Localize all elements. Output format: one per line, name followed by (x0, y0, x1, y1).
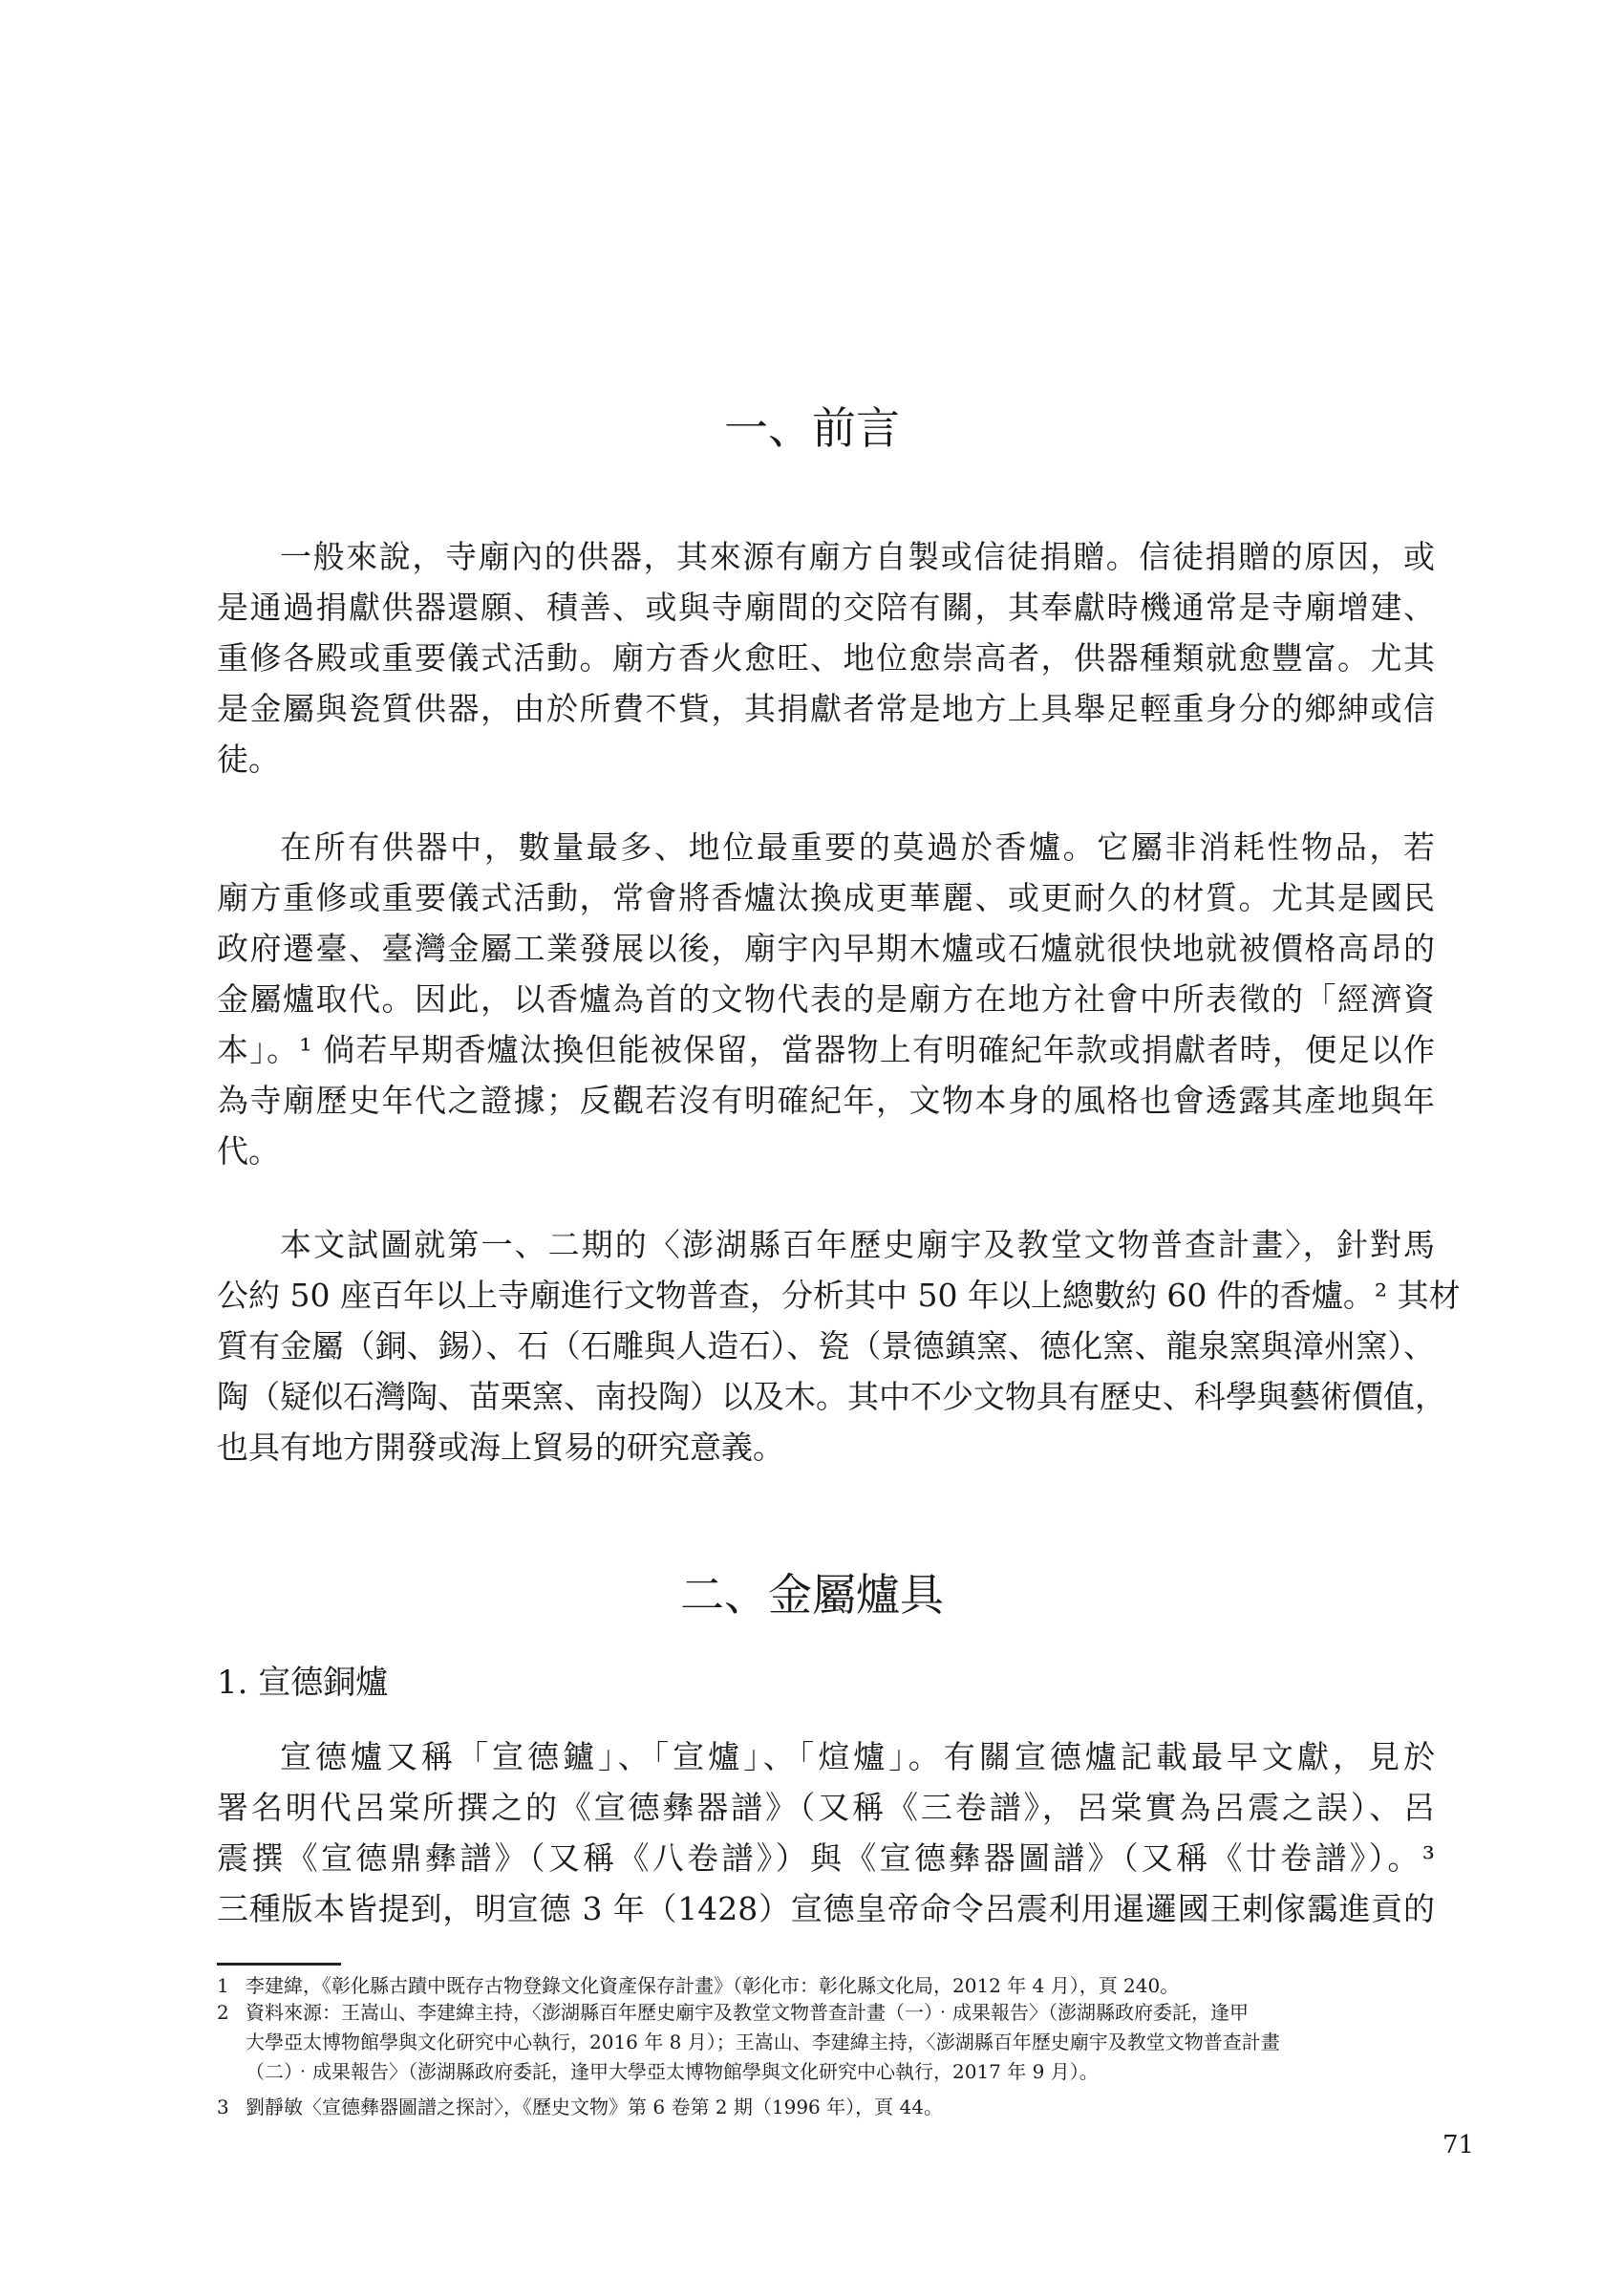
section-heading-intro: 一、前言 (724, 402, 900, 454)
footnote-number: 3 (217, 2095, 229, 2118)
text-line: 也具有地方開發或海上貿易的研究意義。 (217, 1429, 784, 1466)
footnote-number: 1 (217, 1974, 229, 1997)
footnote-text: 大學亞太博物館學與文化研究中心執行，2016 年 8 月）；王嵩山、李建緯主持，〈澎湖縣百年歷史廟宇及教堂文物普查計畫 (246, 2031, 1280, 2053)
text-line: 宣德爐又稱「宣德鑪」、「宣爐」、「煊爐」。有關宣德爐記載最早文獻，見於 (280, 1738, 1435, 1775)
footnote-1 (217, 1971, 1440, 2001)
text-line: 署名明代呂棠所撰之的《宣德彝器譜》（又稱《三卷譜》，呂棠實為呂震之誤）、呂 (217, 1789, 1435, 1826)
paragraph-3 (217, 1219, 1461, 1472)
text-line: 廟方重修或重要儀式活動，常會將香爐汰換成更華麗、或更耐久的材質。尤其是國民 (217, 879, 1435, 916)
footnote-text: （二）‧成果報告〉（澎湖縣政府委託，逢甲大學亞太博物館學與文化研究中心執行，2017 年 9 月）。 (246, 2060, 1099, 2083)
text-line: 一般來說，寺廟內的供器，其來源有廟方自製或信徒捐贈。信徒捐贈的原因，或 (280, 538, 1435, 575)
subsection-heading: 1. 宣德銅爐 (217, 1664, 389, 1702)
text-line: 為寺廟歷史年代之證據；反觀若沒有明確紀年，文物本身的風格也會透露其產地與年 (217, 1082, 1435, 1119)
text-line: 重修各殿或重要儀式活動。廟方香火愈旺、地位愈崇高者，供器種類就愈豐富。尤其 (217, 639, 1435, 677)
paragraph-2 (217, 822, 1435, 1176)
footnote-text: 李建緯，《彰化縣古蹟中既存古物登錄文化資產保存計畫》（彰化市：彰化縣文化局，2012 年 4 月），頁 240。 (246, 1974, 1180, 1997)
section-heading-metal-censers: 二、金屬爐具 (680, 1569, 944, 1621)
paragraph-4 (217, 1731, 1435, 1934)
text-line: 震撰《宣德鼎彝譜》（又稱《八卷譜》）與《宣德彝器圖譜》（又稱《廿卷譜》）。³ (217, 1839, 1435, 1877)
paragraph-1 (217, 531, 1435, 784)
text-line: 徒。 (217, 741, 280, 778)
text-line: 本文試圖就第一、二期的〈澎湖縣百年歷史廟宇及教堂文物普查計畫〉，針對馬 (280, 1226, 1435, 1263)
text-line: 代。 (217, 1132, 280, 1170)
text-line: 質有金屬（銅、錫）、石（石雕與人造石）、瓷（景德鎮窯、德化窯、龍泉窯與漳州窯）、 (217, 1327, 1435, 1365)
footnote-2 (217, 1998, 1440, 2087)
footnote-text: 劉靜敏〈宣德彝器圖譜之探討〉，《歷史文物》第 6 卷第 2 期（1996 年），頁 44。 (246, 2095, 943, 2118)
footnote-number: 2 (217, 2001, 229, 2024)
footnote-separator (217, 1963, 341, 1966)
page-number: 71 (1442, 2131, 1475, 2160)
footnote-text: 資料來源：王嵩山、李建緯主持，〈澎湖縣百年歷史廟宇及教堂文物普查計畫（一）‧成果報告〉（澎湖縣政府委託，逢甲 (246, 2001, 1249, 2024)
text-line: 是通過捐獻供器還願、積善、或與寺廟間的交陪有關，其奉獻時機通常是寺廟增建、 (217, 589, 1435, 626)
text-line: 本」。¹ 倘若早期香爐汰換但能被保留，當器物上有明確紀年款或捐獻者時，便足以作 (217, 1031, 1435, 1068)
text-line: 是金屬與瓷質供器，由於所費不貲，其捐獻者常是地方上具舉足輕重身分的鄉紳或信 (217, 690, 1435, 727)
text-line: 金屬爐取代。因此，以香爐為首的文物代表的是廟方在地方社會中所表徵的「經濟資 (217, 980, 1435, 1018)
text-line: 陶（疑似石灣陶、苗栗窯、南投陶）以及木。其中不少文物具有歷史、科學與藝術價值， (217, 1378, 1446, 1415)
text-line: 在所有供器中，數量最多、地位最重要的莫過於香爐。它屬非消耗性物品，若 (280, 828, 1435, 866)
text-line: 公約 50 座百年以上寺廟進行文物普查，分析其中 50 年以上總數約 60 件的香爐。² 其材 (217, 1277, 1461, 1314)
footnote-3 (217, 2093, 1440, 2122)
text-line: 三種版本皆提到，明宣德 3 年（1428）宣德皇帝命令呂震利用暹邏國王剌傢靄進貢的 (217, 1890, 1435, 1927)
text-line: 政府遷臺、臺灣金屬工業發展以後，廟宇內早期木爐或石爐就很快地就被價格高昂的 (217, 930, 1435, 967)
